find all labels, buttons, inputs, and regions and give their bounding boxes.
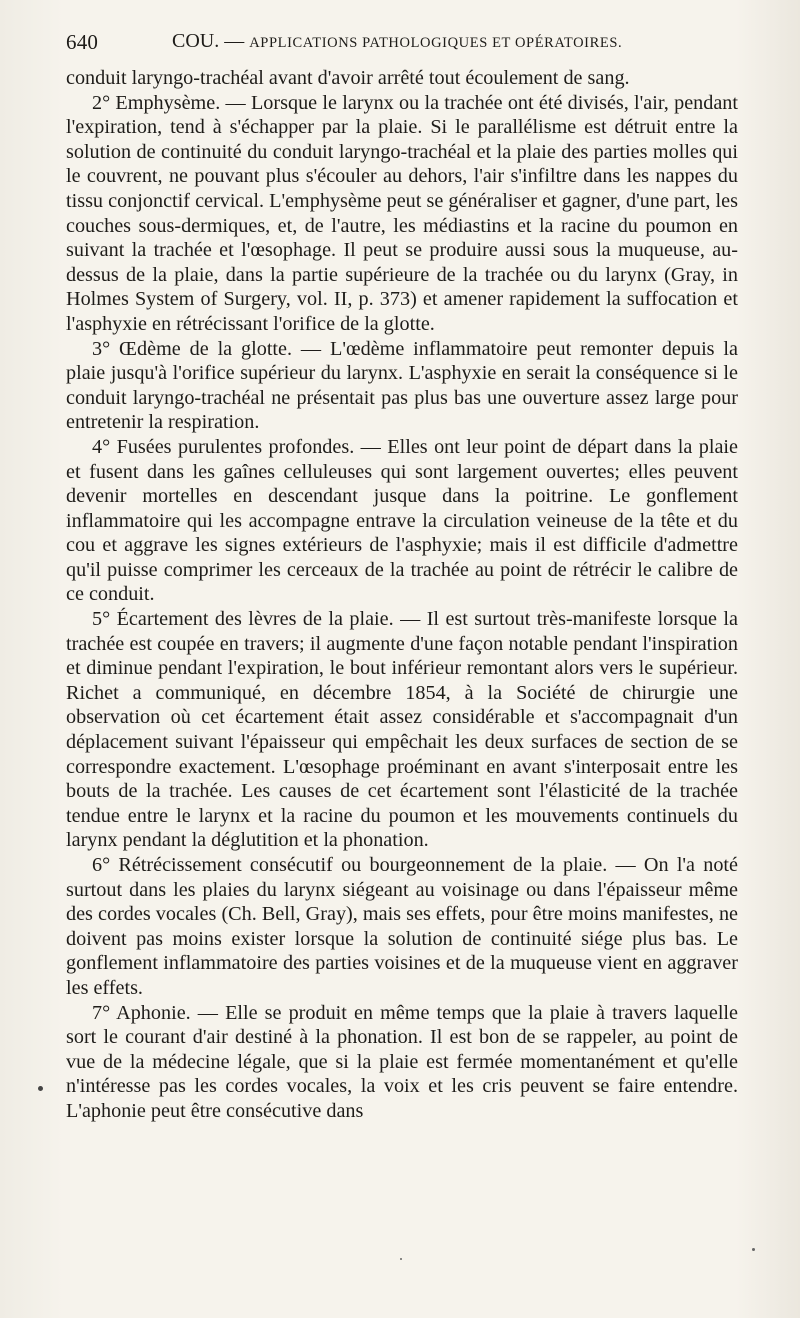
paragraph-oedeme-glotte: 3° Œdème de la glotte. — L'œdème inflammatoire peut remonter depuis la plaie jusqu'à l'orifice supérieur du larynx. L'asphyxie en serait la conséquence si le conduit laryngo-trachéal ne présentait pas plus bas une ouverture assez large pour entretenir la respiration. <box>66 337 738 434</box>
body-text <box>66 66 738 1124</box>
paragraph-ecartement-levres: 5° Écartement des lèvres de la plaie. — Il est surtout très-manifeste lorsque la trachée est coupée en travers; il augmente d'une façon notable pendant l'inspiration et diminue pendant l'expiration, le bout inférieur remontant alors vers le supérieur. Richet a communiqué, en décembre 1854, à la Société de chirurgie une observation où cet écartement était assez considérable et s'accompagnait d'un déplacement suivant l'épaisseur qui empêchait les deux surfaces de section de se correspondre exactement. L'œsophage proéminant en avant s'interposait entre les bouts de la trachée. Les causes de cet écartement sont l'élasticité de la trachée tendue entre le larynx et la racine du poumon et les mouvements continuels du larynx pendant la déglutition et la phonation. <box>66 608 738 852</box>
running-head-title: APPLICATIONS PATHOLOGIQUES ET OPÉRATOIRES. <box>249 35 623 51</box>
running-head-dash: — <box>219 30 250 52</box>
margin-ink-dot <box>38 1086 43 1091</box>
paragraph-fusees-purulentes: 4° Fusées purulentes profondes. — Elles ont leur point de départ dans la plaie et fusent dans les gaînes celluleuses qui sont largement ouvertes; elles peuvent devenir mortelles en descendant jusque dans la poitrine. Le gonflement inflammatoire qui les accompagne entrave la circulation veineuse de la tête et du cou et aggrave les signes extérieurs de l'asphyxie; mais il est difficile d'admettre qu'il puisse comprimer les cerceaux de la trachée au point de rétrécir le calibre de ce conduit. <box>66 435 738 606</box>
paragraph-emphyseme: 2° Emphysème. — Lorsque le larynx ou la trachée ont été divisés, l'air, pendant l'expiration, tend à s'échapper par la plaie. Si le parallélisme est détruit entre la solution de continuité du conduit laryngo-trachéal et la plaie des parties molles qui le couvrent, ne pouvant plus s'écouler au dehors, l'air s'infiltre dans les nappes du tissu conjonctif cervical. L'emphysème peut se généraliser et gagner, d'une part, les couches sous-dermiques, et, de l'autre, les médiastins et la racine du poumon en suivant la trachée et l'œsophage. Il peut se produire aussi sous la muqueuse, au-dessus de la plaie, dans la partie supérieure de la trachée ou du larynx (Gray, in Holmes System of Surgery, vol. II, p. 373) et amener rapidement la suffocation et l'asphyxie en rétrécissant l'orifice de la glotte. <box>66 91 738 335</box>
paragraph-continuation: conduit laryngo-trachéal avant d'avoir arrêté tout écoulement de sang. <box>66 67 630 89</box>
page-number: 640 <box>66 30 99 54</box>
page-header <box>66 28 738 60</box>
paper-speck <box>400 1258 402 1260</box>
paragraph-aphonie: 7° Aphonie. — Elle se produit en même temps que la plaie à travers laquelle sort le courant d'air destiné à la phonation. Il est bon de se rappeler, au point de vue de la médecine légale, que si la plaie est fermée momentanément et qu'elle n'intéresse pas les cordes vocales, la voix et les cris peuvent se faire entendre. L'aphonie peut être consécutive dans <box>66 1001 738 1122</box>
running-head <box>172 30 622 53</box>
paper-speck <box>752 1248 755 1251</box>
paragraph-retrecissement: 6° Rétrécissement consécutif ou bourgeonnement de la plaie. — On l'a noté surtout dans les plaies du larynx siégeant au voisinage ou dans l'épaisseur même des cordes vocales (Ch. Bell, Gray), mais ses effets, pour être moins manifestes, ne doivent pas moins exister lorsque la solution de continuité siége plus bas. Le gonflement inflammatoire des parties voisines et de la muqueuse vient en aggraver les effets. <box>66 854 738 999</box>
running-head-section: COU. <box>172 30 220 52</box>
